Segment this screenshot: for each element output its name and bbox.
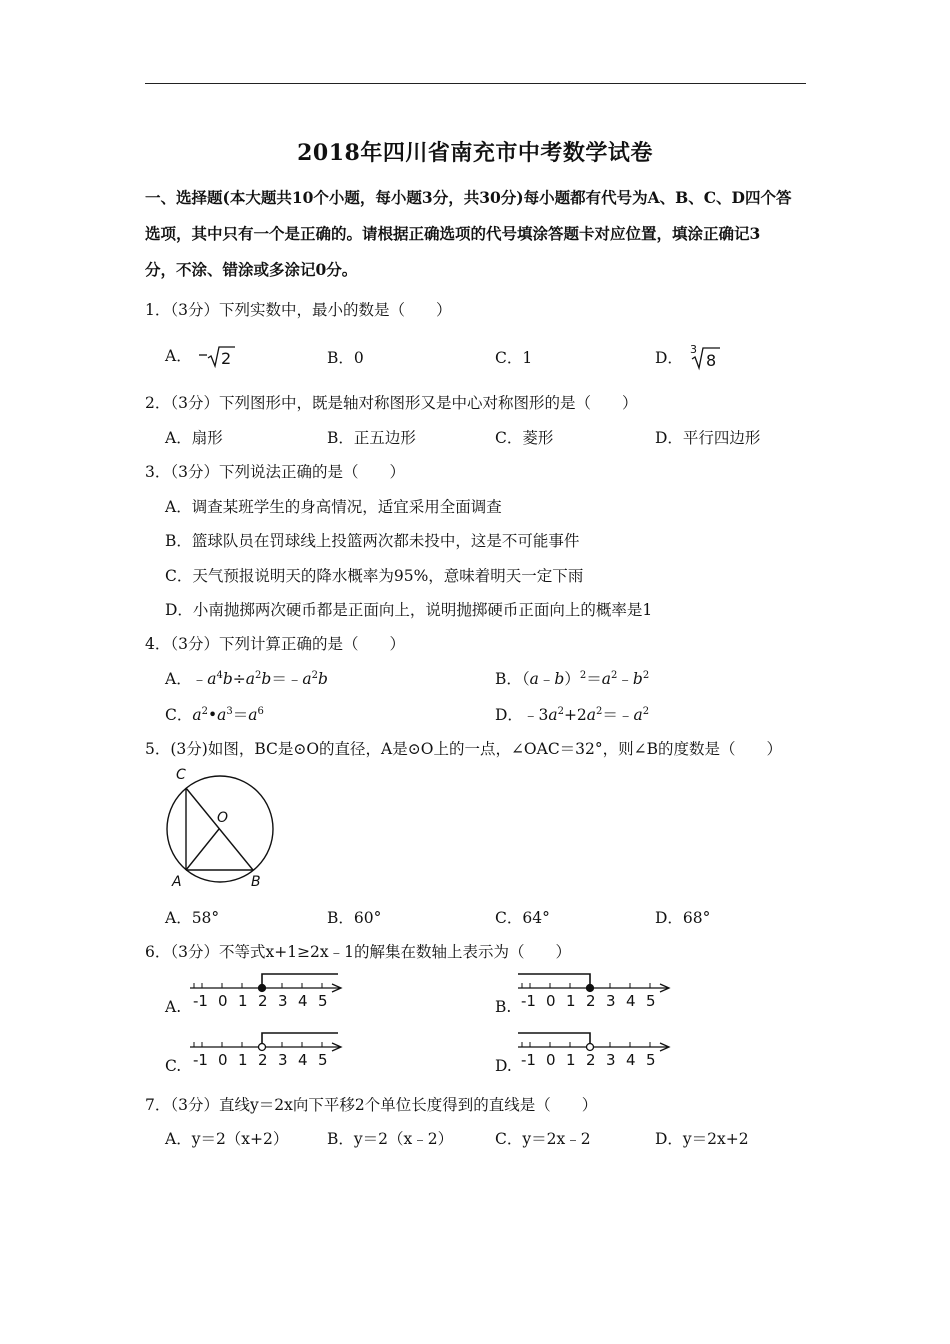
q4-option-c-formula: $a^2•a^3=a^6$: [192, 705, 264, 724]
axis-tick-label: -1: [193, 1051, 208, 1069]
solution-range-bracket: [518, 1033, 590, 1047]
axis-tick-label: 1: [238, 1051, 248, 1069]
q7-option-c: C．y＝2x﹣2: [495, 1130, 591, 1148]
axis-tick-label: 5: [318, 1051, 328, 1069]
label-o: O: [217, 810, 229, 826]
label-c: C: [176, 767, 186, 783]
label-a: A: [172, 874, 182, 890]
q3-stem: 3．（3分）下列说法正确的是（ ）: [145, 463, 405, 481]
closed-endpoint-dot: [587, 985, 594, 992]
axis-tick-label: 4: [298, 1051, 308, 1069]
q6-number-line-c: [190, 1027, 350, 1073]
open-endpoint-circle: [259, 1044, 266, 1051]
q3-option-a: A．调查某班学生的身高情况，适宜采用全面调查: [165, 498, 502, 516]
axis-tick-label: 0: [546, 1051, 556, 1069]
axis-tick-label: -1: [521, 992, 536, 1010]
axis-tick-label: 3: [606, 1051, 616, 1069]
axis-tick-label: 5: [646, 1051, 656, 1069]
q1-stem: 1．（3分）下列实数中，最小的数是（ ）: [145, 301, 452, 319]
q7-option-a: A．y＝2（x+2）: [165, 1130, 289, 1148]
axis-tick-label: 0: [218, 1051, 228, 1069]
q4-option-c-label: C．: [165, 706, 193, 724]
q5-option-c: C．64°: [495, 909, 550, 927]
axis-tick-label: 3: [278, 992, 288, 1010]
q1-option-d: [655, 343, 724, 371]
q2-option-c: C．菱形: [495, 429, 554, 447]
q1-option-a: [165, 343, 237, 369]
axis-tick-label: 2: [258, 992, 268, 1010]
q2-stem: 2．（3分）下列图形中，既是轴对称图形又是中心对称图形的是（ ）: [145, 394, 638, 412]
q5-option-b: B．60°: [327, 909, 382, 927]
axis-tick-label: 2: [586, 1051, 596, 1069]
q1-neg-sqrt2-formula: [197, 343, 237, 369]
q4-option-b-label: B．: [495, 670, 522, 688]
q3-option-b: B．篮球队员在罚球线上投篮两次都未投中，这是不可能事件: [165, 532, 580, 550]
q6-number-line-b: [518, 968, 678, 1014]
axis-tick-label: 4: [626, 1051, 636, 1069]
q4-option-b: [495, 667, 649, 689]
q4-option-a-formula: $﹣a^4b\div a^2b=﹣a^2b$: [191, 669, 328, 688]
header-rule: [145, 83, 806, 84]
svg-text:2: 2: [220, 349, 231, 368]
svg-text:8: 8: [705, 351, 717, 370]
axis-tick-label: 1: [238, 992, 248, 1010]
q6-option-d-label: D.: [495, 1057, 512, 1075]
q1-option-d-label: D．: [655, 349, 683, 367]
q4-option-d-label: D．: [495, 706, 523, 724]
open-endpoint-circle: [587, 1044, 594, 1051]
q1-option-c: C．1: [495, 349, 533, 367]
q4-option-b-formula: $(a﹣b)^2=a^2﹣b^2$: [521, 669, 650, 688]
q4-option-a: [165, 667, 328, 689]
q7-option-d: D．y＝2x+2: [655, 1130, 749, 1148]
q6-option-b-label: B.: [495, 998, 512, 1016]
q3-option-d: D．小南抛掷两次硬币都是正面向上，说明抛掷硬币正面向上的概率是1: [165, 601, 653, 619]
solution-range-bracket: [262, 974, 338, 988]
q6-stem: 6．（3分）不等式x+1≥2x﹣1的解集在数轴上表示为（ ）: [145, 943, 572, 961]
q1-cube-root-8-formula: [688, 343, 724, 371]
q4-option-a-label: A．: [165, 670, 192, 688]
axis-tick-label: 0: [218, 992, 228, 1010]
axis-tick-label: 3: [278, 1051, 288, 1069]
q6-option-a-label: A.: [165, 998, 182, 1016]
q7-stem: 7．（3分）直线y＝2x向下平移2个单位长度得到的直线是（ ）: [145, 1096, 598, 1114]
q4-option-d: [495, 703, 649, 725]
axis-tick-label: -1: [521, 1051, 536, 1069]
solution-range-bracket: [262, 1033, 338, 1047]
solution-range-bracket: [518, 974, 590, 988]
instructions-line-2: 选项，其中只有一个是正确的。请根据正确选项的代号填涂答题卡对应位置，填涂正确记3: [145, 224, 761, 243]
q5-option-d: D．68°: [655, 909, 711, 927]
q4-option-c: [165, 703, 264, 725]
axis-tick-label: 5: [318, 992, 328, 1010]
q2-option-b: B．正五边形: [327, 429, 416, 447]
axis-tick-label: 5: [646, 992, 656, 1010]
instructions-line-3: 分，不涂、错涂或多涂记0分。: [145, 260, 358, 279]
q5-option-a: A．58°: [165, 909, 220, 927]
svg-text:3: 3: [689, 343, 697, 356]
page-title: 2018年四川省南充市中考数学试卷: [297, 140, 653, 166]
q3-option-c: C．天气预报说明天的降水概率为95%，意味着明天一定下雨: [165, 567, 584, 585]
axis-tick-label: -1: [193, 992, 208, 1010]
closed-endpoint-dot: [259, 985, 266, 992]
q1-option-b: B．0: [327, 349, 364, 367]
q2-option-d: D．平行四边形: [655, 429, 761, 447]
q4-option-d-formula: $﹣3a^2+2a^2=﹣a^2$: [522, 705, 650, 724]
q4-stem: 4．（3分）下列计算正确的是（ ）: [145, 635, 405, 653]
axis-tick-label: 3: [606, 992, 616, 1010]
q6-option-c-label: C.: [165, 1057, 182, 1075]
axis-tick-label: 1: [566, 1051, 576, 1069]
q5-circle-figure: [160, 763, 280, 891]
axis-tick-label: 2: [258, 1051, 268, 1069]
axis-tick-label: 4: [298, 992, 308, 1010]
label-b: B: [251, 874, 261, 890]
section-instructions: [145, 180, 810, 288]
q1-option-a-label: A．: [165, 347, 192, 365]
q2-option-a: A．扇形: [165, 429, 223, 447]
q5-stem: 5．(3分)如图，BC是⊙O的直径，A是⊙O上的一点，∠OAC＝32°，则∠B的度数是（ ）: [145, 740, 783, 758]
q7-option-b: B．y＝2（x﹣2）: [327, 1130, 454, 1148]
q6-number-line-d: [518, 1027, 678, 1073]
instructions-line-1: 一、选择题(本大题共10个小题，每小题3分，共30分)每小题都有代号为A、B、C、D四个答: [145, 188, 792, 207]
q6-number-line-a: [190, 968, 350, 1014]
axis-tick-label: 4: [626, 992, 636, 1010]
axis-tick-label: 2: [586, 992, 596, 1010]
axis-tick-label: 0: [546, 992, 556, 1010]
radius-oa: [186, 829, 219, 870]
axis-tick-label: 1: [566, 992, 576, 1010]
